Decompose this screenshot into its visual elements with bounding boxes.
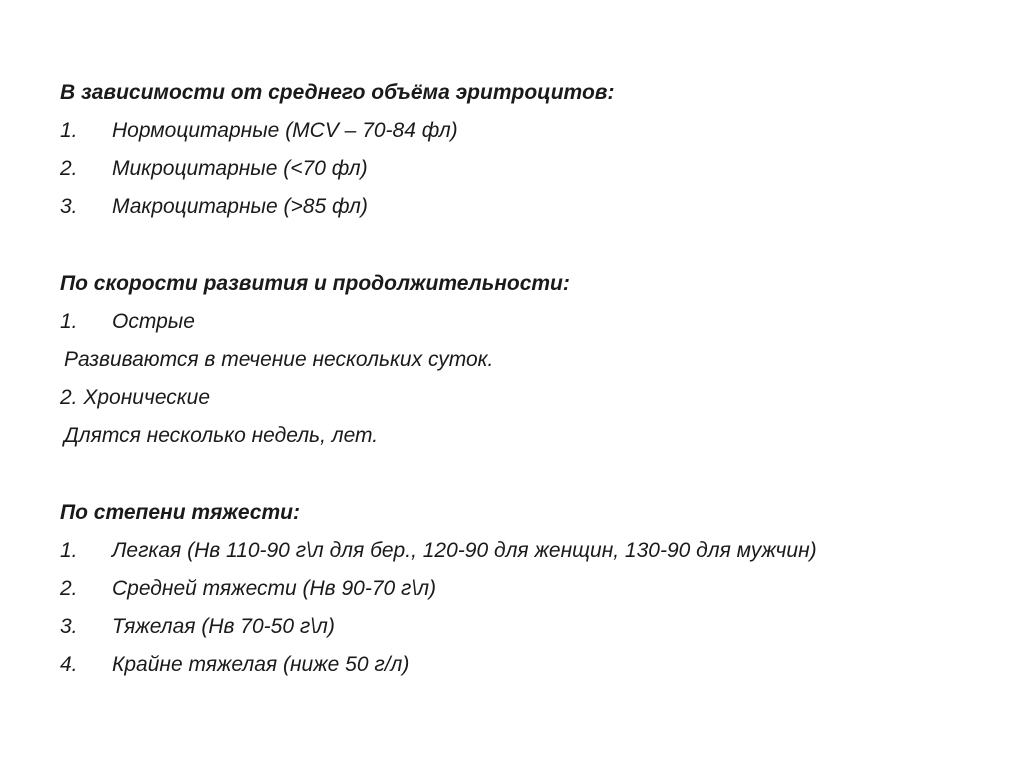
list-item-text: Микроцитарные (<70 фл) xyxy=(112,157,368,180)
section-heading-speed: По скорости развития и продолжительности: xyxy=(60,272,570,295)
list-item-text: Легкая (Нв 110-90 г\л для бер., 120-90 для женщин, 130-90 для мужчин) xyxy=(112,539,817,562)
section-heading-mcv: В зависимости от среднего объёма эритроцитов: xyxy=(60,81,615,104)
list-item-text: Крайне тяжелая (ниже 50 г/л) xyxy=(112,653,410,676)
list-item-number: 4. xyxy=(60,653,78,676)
list-item-description: Развиваются в течение нескольких суток. xyxy=(64,348,494,371)
list-item-number: 2. xyxy=(60,577,78,600)
list-item-number: 1. xyxy=(60,119,78,142)
list-item-number: 3. xyxy=(60,195,78,218)
list-item xyxy=(60,188,1000,226)
list-item-number: 3. xyxy=(60,615,78,638)
list-item xyxy=(60,112,1000,150)
section-heading-severity: По степени тяжести: xyxy=(60,501,300,524)
list-item-text: Нормоцитарные (MCV – 70-84 фл) xyxy=(112,119,458,142)
list-item xyxy=(60,646,1000,684)
section-spacer xyxy=(60,226,1000,265)
list-item-text: Макроцитарные (>85 фл) xyxy=(112,195,368,218)
list-item xyxy=(60,303,1000,341)
list-item xyxy=(60,532,1000,570)
list-item-text: Острые xyxy=(112,310,195,333)
list-item-text: Средней тяжести (Нв 90-70 г\л) xyxy=(112,577,437,600)
section-spacer xyxy=(60,455,1000,494)
slide-content xyxy=(60,74,1000,684)
list-item-number: 1. xyxy=(60,539,78,562)
list-item-description: Длятся несколько недель, лет. xyxy=(64,424,379,447)
list-item xyxy=(60,150,1000,188)
list-item xyxy=(60,608,1000,646)
list-item-number: 1. xyxy=(60,310,78,333)
list-item-number: 2. xyxy=(60,157,78,180)
list-item-text: Тяжелая (Нв 70-50 г\л) xyxy=(112,615,335,638)
list-item xyxy=(60,570,1000,608)
list-item-text: 2. Хронические xyxy=(60,386,211,409)
